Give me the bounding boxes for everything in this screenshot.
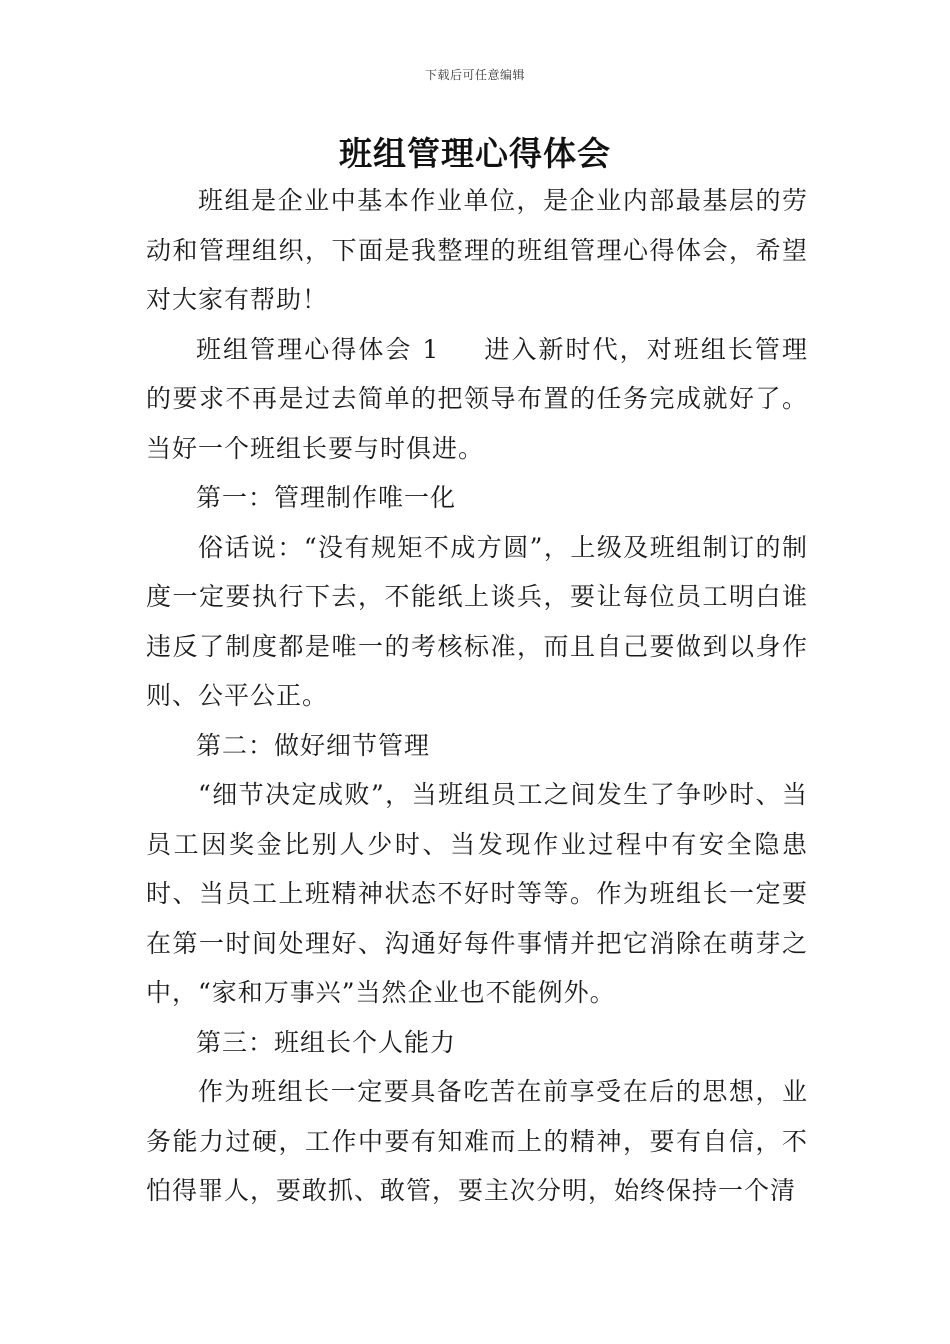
- point1-heading: 第一：管理制作唯一化: [196, 483, 457, 512]
- section1-label: 班组管理心得体会 1: [196, 334, 440, 364]
- point3-heading: 第三：班组长个人能力: [196, 1027, 457, 1057]
- point3-paragraph: 作为班组长一定要具备吃苦在前享受在后的思想，业务能力过硬，工作中要有知难而上的精神，要有自信，不怕得罪人，要敢抓、敢管，要主次分明，始终保持一个清: [146, 1077, 808, 1205]
- section1-text: 进入新时代，对班组长管理的要求不再是过去简单的把领导布置的任务完成就好了。当好一个班组长要与时俱进。: [146, 334, 808, 463]
- point2-paragraph: “细节决定成败”，当班组员工之间发生了争吵时、当员工因奖金比别人少时、当发现作业过程中有安全隐患时、当员工上班精神状态不好时等等。作为班组长一定要在第一时间处理好、沟通好每件事情并把它消除在萌芽之中，“家和万事兴”当然企业也不能例外。: [146, 780, 808, 1007]
- page-title: 班组管理心得体会: [339, 134, 611, 173]
- intro-paragraph: 班组是企业中基本作业单位，是企业内部最基层的劳动和管理组织，下面是我整理的班组管理心得体会，希望对大家有帮助！: [146, 186, 808, 314]
- header-note: 下载后可任意编辑: [424, 68, 525, 82]
- document-body: [146, 176, 808, 1216]
- point2-heading: 第二：做好细节管理: [196, 730, 431, 760]
- section1-paragraph: [146, 325, 808, 474]
- point1-paragraph: 俗话说：“没有规矩不成方圆”，上级及班组制订的制度一定要执行下去，不能纸上谈兵，要让每位员工明白谁违反了制度都是唯一的考核标准，而且自己要做到以身作则、公平公正。: [146, 532, 808, 710]
